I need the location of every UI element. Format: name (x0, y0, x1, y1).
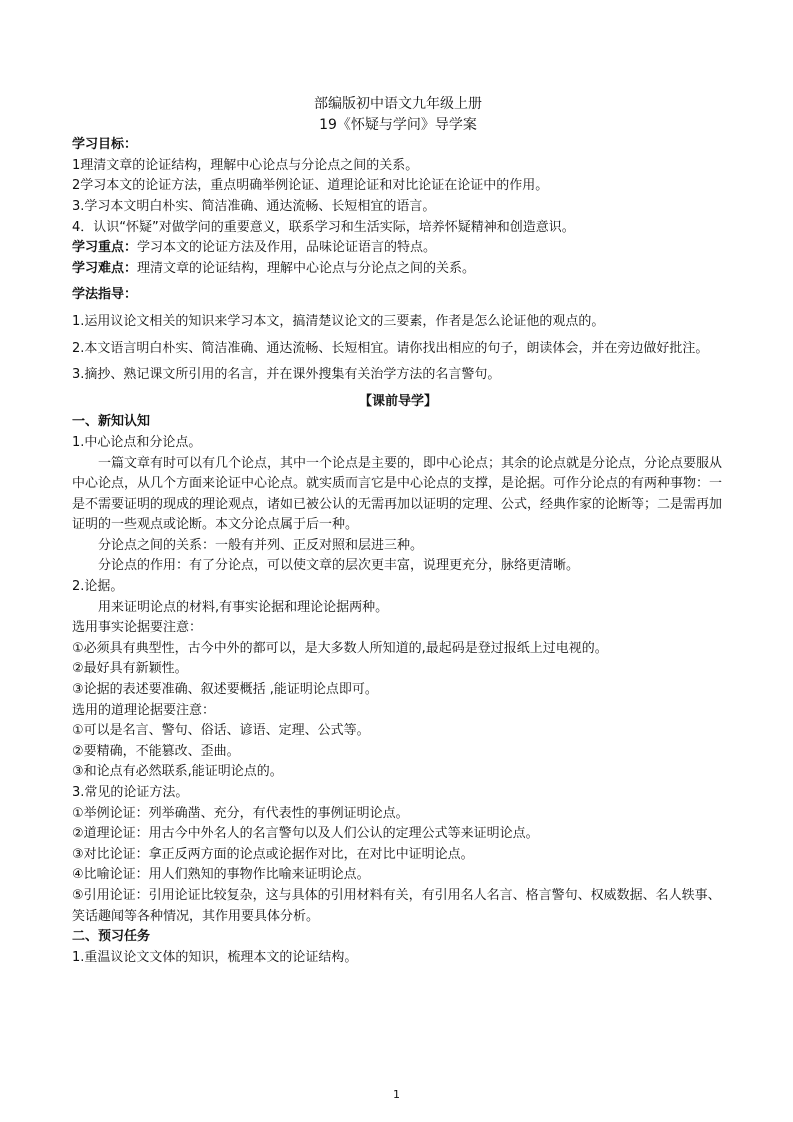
page-number: 1 (393, 1088, 400, 1101)
p3-title: 3.常见的论证方法。 (72, 785, 189, 800)
objective-1: 1理清文章的论证结构，理解中心论点与分论点之间的关系。 (72, 157, 419, 173)
p2-paragraph: 用来证明论点的材料,有事实论据和理论论据两种。 (98, 599, 389, 615)
method-list-5: ⑤引用论证：引用论证比较复杂，这与具体的引用材料有关，有引用名人名言、格言警句、权威数据、名人轶事、笑话趣闻等各种情况，其作用要具体分析。 (72, 887, 721, 924)
objective-2: 2学习本文的论证方法，重点明确举例论证、道理论证和对比论证在论证中的作用。 (72, 178, 549, 194)
focus-line (72, 238, 724, 259)
objective-4: 4．认识“怀疑”对做学问的重要意义，联系学习和生活实际，培养怀疑精神和创造意识。 (72, 219, 575, 235)
difficulty-text: 理清文章的论证结构，理解中心论点与分论点之间的关系。 (137, 260, 476, 276)
document-page (72, 94, 724, 968)
part1-heading: 一、新知认知 (72, 414, 151, 430)
theory-item-1: ①可以是名言、警句、俗话、谚语、定理、公式等。 (72, 723, 370, 739)
method-list-4: ④比喻论证：用人们熟知的事物作比喻来证明论点。 (72, 867, 370, 883)
method-list-3: ③对比论证：拿正反两方面的论点或论据作对比，在对比中证明论点。 (72, 846, 474, 862)
fact-item-3: ③论据的表述要准确、叙述要概括 ,能证明论点即可。 (72, 682, 378, 698)
fact-item-1: ①必须具有典型性，古今中外的都可以，是大多数人所知道的,最起码是登过报纸上过电视的。 (72, 640, 608, 656)
section-heading: 【课前导学】 (358, 393, 437, 409)
part2-heading: 二、预习任务 (72, 929, 151, 945)
method-2: 2.本文语言明白朴实、简洁准确、通达流畅、长短相宜。请你找出相应的句子，朗读体会，并在旁边做好批注。 (72, 340, 709, 356)
objective-3: 3.学习本文明白朴实、简洁准确、通达流畅、长短相宜的语言。 (72, 198, 436, 214)
doc-title: 部编版初中语文九年级上册 (314, 96, 482, 112)
focus-text: 学习本文的论证方法及作用，品味论证语言的特点。 (137, 240, 437, 256)
theory-item-2: ②要精确，不能篡改、歪曲。 (72, 743, 240, 759)
theory-heading: 选用的道理论据要注意： (72, 702, 216, 718)
method-3: 3.摘抄、熟记课文所引用的名言，并在课外搜集有关治学方法的名言警句。 (72, 367, 501, 383)
fact-heading: 选用事实论据要注意： (72, 620, 203, 636)
method-1: 1.运用议论文相关的知识来学习本文，搞清楚议论文的三要素，作者是怎么论证他的观点的。 (72, 313, 605, 329)
p1-relation: 分论点之间的关系：一般有并列、正反对照和层进三种。 (98, 537, 424, 553)
method-list-1: ①举例论证：列举确凿、充分，有代表性的事例证明论点。 (72, 805, 409, 821)
p1-paragraph: 一篇文章有时可以有几个论点，其中一个论点是主要的，即中心论点；其余的论点就是分论点，分论点要服从中心论点，从几个方面来论证中心论点。就实质而言它是中心论点的支撑，是论据。可作分论点的有两种事物：一是不需要证明的现成的理论观点，诸如已被公认的无需再加以证明的定理、公式，经典作家的论断等；二是需再加证明的一些观点或论断。本文分论点属于后一种。 (72, 455, 723, 533)
difficulty-label: 学习难点： (72, 260, 138, 276)
difficulty-line (72, 259, 724, 280)
doc-subtitle: 19《怀疑与学问》导学案 (319, 116, 477, 133)
focus-label: 学习重点： (72, 240, 138, 256)
method-heading: 学法指导： (72, 287, 138, 303)
fact-item-2: ②最好具有新颖性。 (72, 661, 188, 677)
method-list-2: ②道理论证：用古今中外名人的名言警句以及人们公认的定理公式等来证明论点。 (72, 826, 539, 842)
task-1: 1.重温议论文文体的知识，梳理本文的论证结构。 (72, 949, 358, 965)
p1-effect: 分论点的作用：有了分论点，可以使文章的层次更丰富，说理更充分，脉络更清晰。 (98, 558, 580, 574)
theory-item-3: ③和论点有必然联系,能证明论点的。 (72, 764, 283, 780)
objectives-heading: 学习目标： (72, 137, 138, 153)
p2-title: 2.论据。 (72, 579, 124, 595)
p1-title: 1.中心论点和分论点。 (72, 434, 202, 450)
